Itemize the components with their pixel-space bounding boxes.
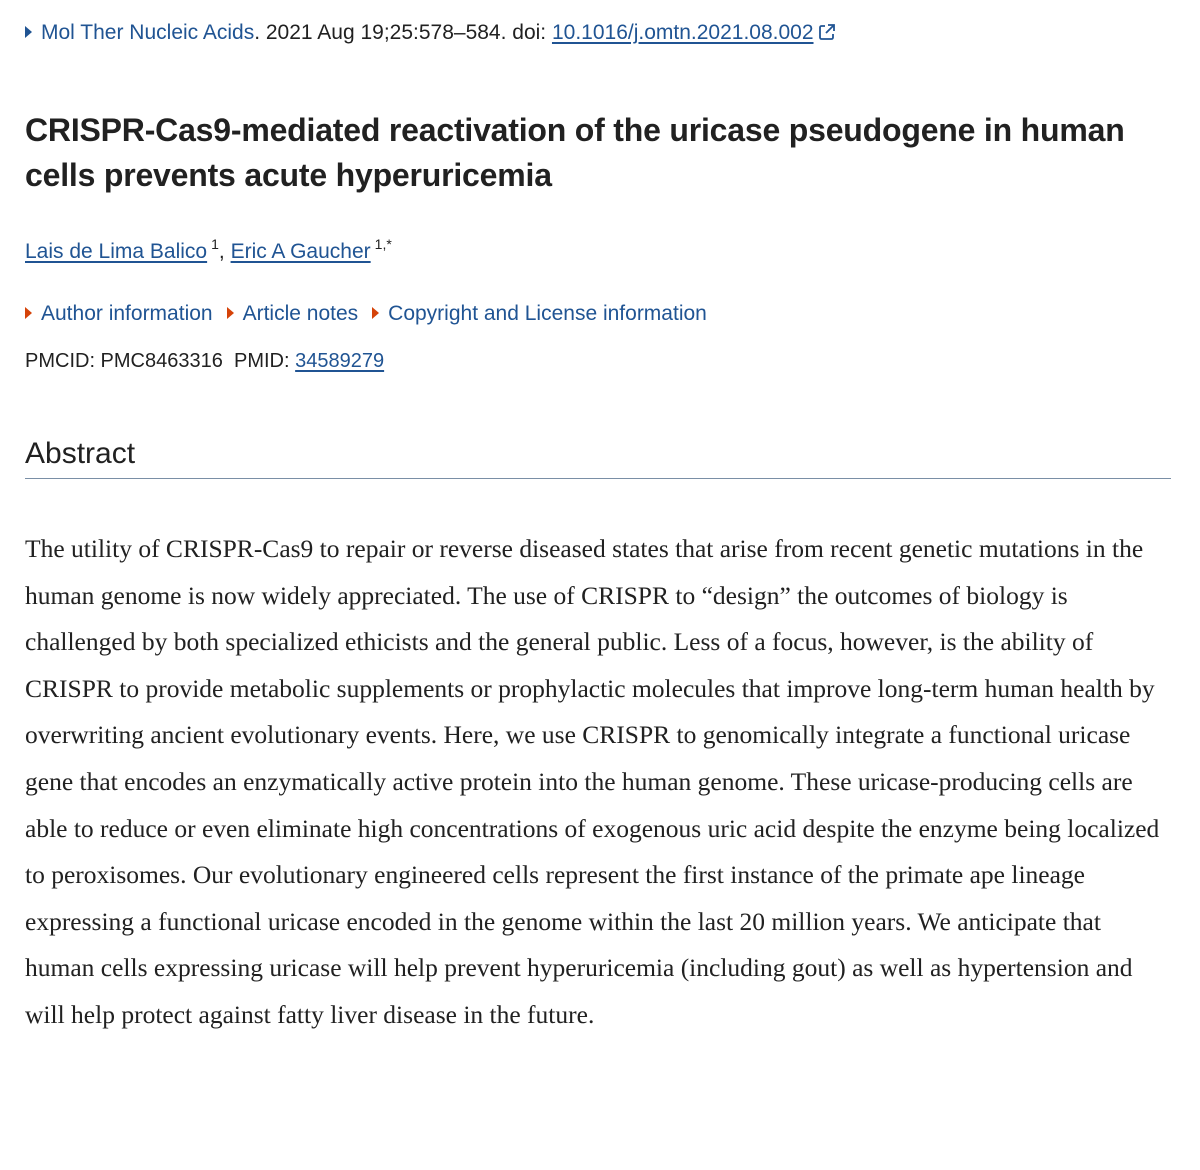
abstract-heading: Abstract (25, 437, 136, 470)
expand-arrow-icon[interactable] (25, 26, 32, 38)
author-information-toggle[interactable] (25, 302, 213, 325)
article-info-links (25, 298, 721, 330)
caret-right-icon (372, 307, 379, 319)
toggle-label: Article notes (242, 302, 359, 325)
author-separator: , (218, 240, 231, 263)
author-link[interactable]: Eric A Gaucher (230, 240, 371, 263)
pmid-link[interactable]: 34589279 (295, 350, 385, 372)
pmcid: PMCID: PMC8463316 (25, 350, 223, 372)
citation-details: . 2021 Aug 19;25:578–584. doi: (254, 21, 552, 44)
toggle-label: Copyright and License information (388, 302, 707, 325)
article-notes-toggle[interactable] (227, 302, 359, 325)
author-list (25, 228, 392, 268)
caret-right-icon (227, 307, 234, 319)
article-ids (25, 345, 384, 377)
copyright-license-toggle[interactable] (372, 302, 707, 325)
author-affiliation[interactable]: 1 (211, 236, 219, 252)
journal-link[interactable]: Mol Ther Nucleic Acids (41, 21, 255, 44)
caret-right-icon (25, 307, 32, 319)
pmid-label: PMID: (234, 350, 296, 372)
author-link[interactable]: Lais de Lima Balico (25, 240, 208, 263)
toggle-label: Author information (41, 302, 213, 325)
doi-link[interactable]: 10.1016/j.omtn.2021.08.002 (551, 21, 814, 44)
citation-line (25, 18, 836, 50)
section-divider (25, 478, 1171, 479)
author-affiliation[interactable]: 1,* (374, 236, 392, 252)
external-link-icon[interactable] (818, 20, 836, 50)
abstract-text: The utility of CRISPR-Cas9 to repair or reverse diseased states that arise from recent genetic mutations in the human genome is now widely appreciated. The use of CRISPR to “design” the outcomes of biology is challenged by both specialized ethicists and the general public. Less of a focus, however, is the ability of CRISPR to provide metabolic supplements or prophylactic molecules that improve long-term human health by overwriting ancient evolutionary events. Here, we use CRISPR to genomically integrate a functional uricase gene that encodes an enzymatically active protein into the human genome. These uricase-producing cells are able to reduce or even eliminate high concentrations of exogenous uric acid despite the enzyme being localized to peroxisomes. Our evolutionary engineered cells represent the first instance of the primate ape lineage expressing a functional uricase encoded in the genome within the last 20 million years. We anticipate that human cells expressing uricase will help prevent hyperuricemia (including gout) as well as hypertension and will help protect against fatty liver disease in the future. (25, 534, 1160, 1029)
article-title: CRISPR-Cas9-mediated reactivation of the uricase pseudogene in human cells prevents acute hyperuricemia (25, 112, 1125, 193)
